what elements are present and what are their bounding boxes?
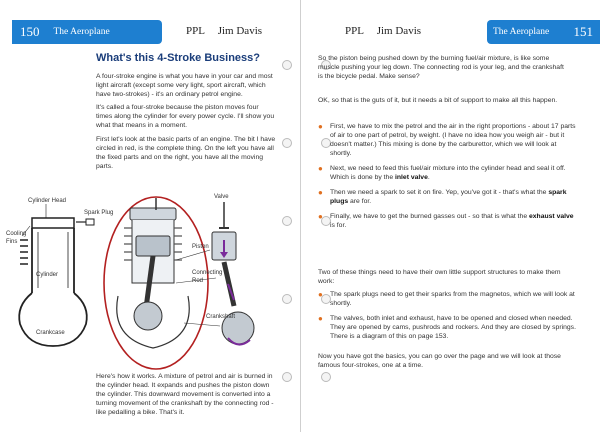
paragraph-1: A four-stroke engine is what you have in your car and most light aircraft (except some very light, sport aircraft, which have two-strokes) - it's an ordinary petrol engine. xyxy=(96,73,273,98)
label-connecting: Connecting xyxy=(192,270,223,276)
running-head-author: Jim Davis xyxy=(217,25,263,37)
list-item: ● The valves, both inlet and exhaust, have to be opened and closed when needed. They are opened by cams, pushrods and rockers. And they are closed by springs. There is a diagram of this on page 153. xyxy=(318,314,576,340)
page-tab-left xyxy=(12,20,162,44)
binder-hole xyxy=(282,60,292,70)
term-spark-plugs: spark plugs xyxy=(330,189,567,205)
list-item: ● First, we have to mix the petrol and the air in the right proportions - about 17 parts of air to one part of petrol, by weight. (I have no idea how you weigh air - but it doesn't matter.) This mixing is done by the carburettor, which we will look at shortly. xyxy=(318,122,576,157)
label-cylinder-head: Cylinder Head xyxy=(28,198,67,204)
section-title-left: The Aeroplane xyxy=(53,27,110,37)
bullet-icon: ● xyxy=(318,164,323,173)
running-head-ppl: PPL xyxy=(186,25,205,37)
label-fins: Fins xyxy=(6,239,18,245)
label-cooling: Cooling xyxy=(6,231,27,237)
page-tab-right xyxy=(487,20,600,44)
section-title-right: The Aeroplane xyxy=(493,27,550,37)
label-crankcase: Crankcase xyxy=(36,330,65,336)
binder-hole xyxy=(282,216,292,226)
label-crankshaft: Crankshaft xyxy=(206,314,236,320)
paragraph-how-it-works: Here's how it works. A mixture of petrol and air is burned in the cylinder head. It expands and pushes the piston down the cylinder. This downward movement is converted into a turning movement of the crankshaft by the connecting rod - like pedalling a bike. That's it. xyxy=(96,373,274,416)
list-item: ● Then we need a spark to set it on fire. Yep, you've got it - that's what the spark plugs are for. xyxy=(318,188,567,205)
list-item: ● The spark plugs need to get their sparks from the magnetos, which we will look at shortly. xyxy=(318,290,575,307)
bullet-icon: ● xyxy=(318,290,323,299)
label-spark-plug: Spark Plug xyxy=(84,210,114,216)
running-head-ppl: PPL xyxy=(345,25,364,37)
running-head-right xyxy=(345,25,431,37)
right-mid-paragraph: Two of these things need to have their own little support structures to make them work: xyxy=(318,269,561,285)
section-heading: What's this 4-Stroke Business? xyxy=(96,52,260,64)
binder-holes-right xyxy=(321,60,331,432)
bullet-list-requirements xyxy=(318,122,578,236)
binder-hole xyxy=(282,138,292,148)
term-inlet-valve: inlet valve xyxy=(394,174,428,181)
right-closing: Now you have got the basics, you can go over the page and we will look at those famous four-strokes, one at a time. xyxy=(318,353,561,369)
binder-holes-left xyxy=(282,60,292,432)
label-rod: Rod xyxy=(192,278,204,284)
page-number-right: 151 xyxy=(573,24,593,39)
cooling-fins-shape xyxy=(20,240,28,264)
term-exhaust-valve: exhaust valve xyxy=(529,213,574,220)
list-item: ● Next, we need to feed this fuel/air mixture into the cylinder head and seal it off. Which is done by the inlet valve. xyxy=(318,164,566,181)
binder-hole xyxy=(282,294,292,304)
bullet-icon: ● xyxy=(318,122,323,131)
paragraph-3: First let's look at the basic parts of an engine. The bit I have circled in red, is the complete thing. On the left you have all the fixed parts and on the right, you have all the moving parts. xyxy=(96,136,276,170)
cylinder-head-shape xyxy=(32,218,74,228)
running-head-left xyxy=(186,25,272,37)
assembled-engine-drawing xyxy=(117,198,190,348)
spark-plug-shape xyxy=(86,219,94,225)
page-number-left: 150 xyxy=(20,24,40,39)
crankcase-shape xyxy=(19,293,87,346)
bullet-list-support xyxy=(318,290,578,347)
binder-hole xyxy=(321,372,331,382)
right-intro: So the piston being pushed down by the burning fuel/air mixture, is like some muscle pushing your leg down. The connecting rod is your leg, and the crankshaft is the bicycle pedal. Make sense? xyxy=(318,55,564,80)
bullet-icon: ● xyxy=(318,314,323,323)
engine-diagram xyxy=(6,188,272,370)
bullet-icon: ● xyxy=(318,212,323,221)
label-valve: Valve xyxy=(214,194,229,200)
right-intro-2: OK, so that is the guts of it, but it needs a bit of support to make all this happen. xyxy=(318,97,558,104)
label-cylinder: Cylinder xyxy=(36,272,59,278)
label-piston: Piston xyxy=(192,244,209,250)
paragraph-2: It's called a four-stroke because the piston moves four times along the cylinder for every power cycle. I'll show you what that means in a moment. xyxy=(96,104,275,129)
list-item: ● Finally, we have to get the burned gasses out - so that is what the exhaust valve is for. xyxy=(318,212,574,229)
bullet-icon: ● xyxy=(318,188,323,197)
binder-hole xyxy=(282,372,292,382)
running-head-author: Jim Davis xyxy=(376,25,422,37)
